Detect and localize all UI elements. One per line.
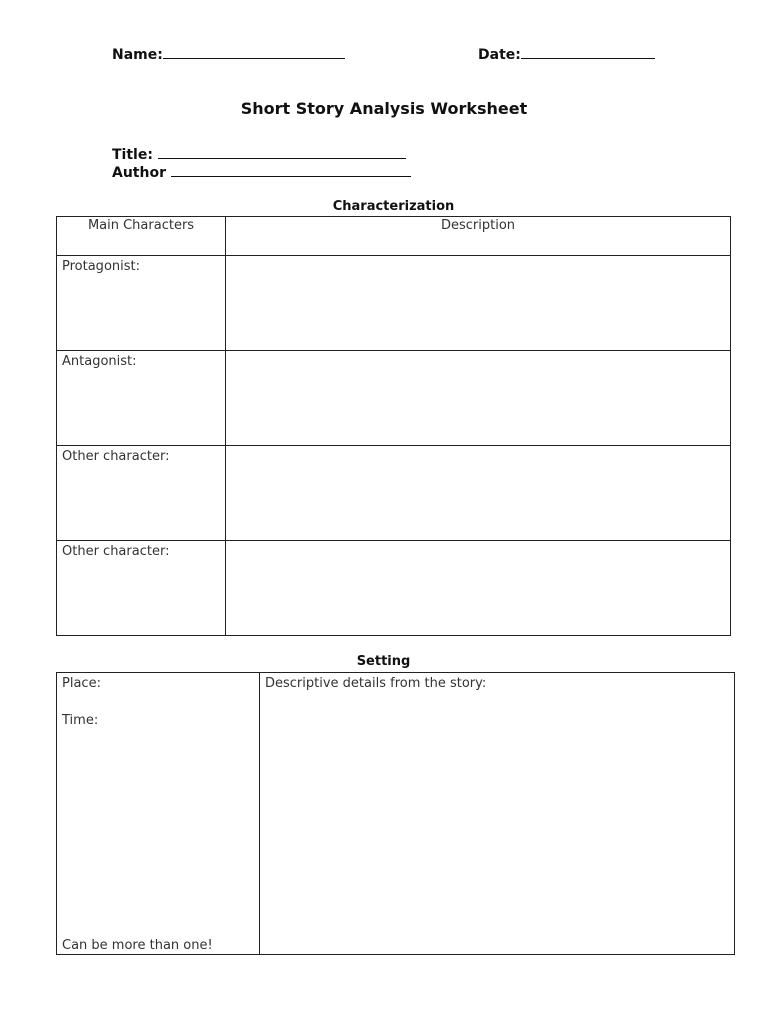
other-character-1-description-cell[interactable] (226, 446, 731, 541)
author-blank[interactable] (171, 162, 411, 177)
antagonist-label: Antagonist: (57, 351, 226, 446)
title-field[interactable] (112, 144, 406, 164)
author-label: Author (112, 165, 166, 181)
title-label: Title: (112, 147, 153, 163)
protagonist-description-cell[interactable] (226, 256, 731, 351)
date-label: Date: (478, 47, 521, 63)
descriptive-details-cell[interactable] (260, 673, 735, 955)
other-character-2-label: Other character: (57, 541, 226, 636)
table-row (57, 351, 731, 446)
antagonist-description-cell[interactable] (226, 351, 731, 446)
table-row (57, 446, 731, 541)
title-blank[interactable] (158, 144, 406, 159)
table-row (57, 541, 731, 636)
protagonist-label: Protagonist: (57, 256, 226, 351)
table-row (57, 256, 731, 351)
characterization-table (56, 216, 731, 636)
date-field[interactable] (478, 44, 655, 64)
name-field[interactable] (112, 44, 345, 64)
setting-heading: Setting (356, 654, 411, 669)
place-time-cell[interactable] (57, 673, 260, 955)
table-header-row (57, 217, 731, 256)
other-character-2-description-cell[interactable] (226, 541, 731, 636)
setting-note: Can be more than one! (62, 938, 213, 953)
other-character-1-label: Other character: (57, 446, 226, 541)
author-field[interactable] (112, 162, 411, 182)
worksheet-title: Short Story Analysis Worksheet (240, 99, 528, 118)
date-blank[interactable] (521, 44, 655, 59)
characterization-heading: Characterization (332, 199, 455, 214)
name-label: Name: (112, 47, 163, 63)
setting-table (56, 672, 735, 955)
name-blank[interactable] (163, 44, 345, 59)
place-label: Place: (62, 676, 101, 691)
time-label: Time: (62, 713, 99, 728)
col-main-characters: Main Characters (57, 217, 226, 256)
setting-row (57, 673, 735, 955)
descriptive-details-label: Descriptive details from the story: (265, 676, 487, 691)
col-description: Description (226, 217, 731, 256)
